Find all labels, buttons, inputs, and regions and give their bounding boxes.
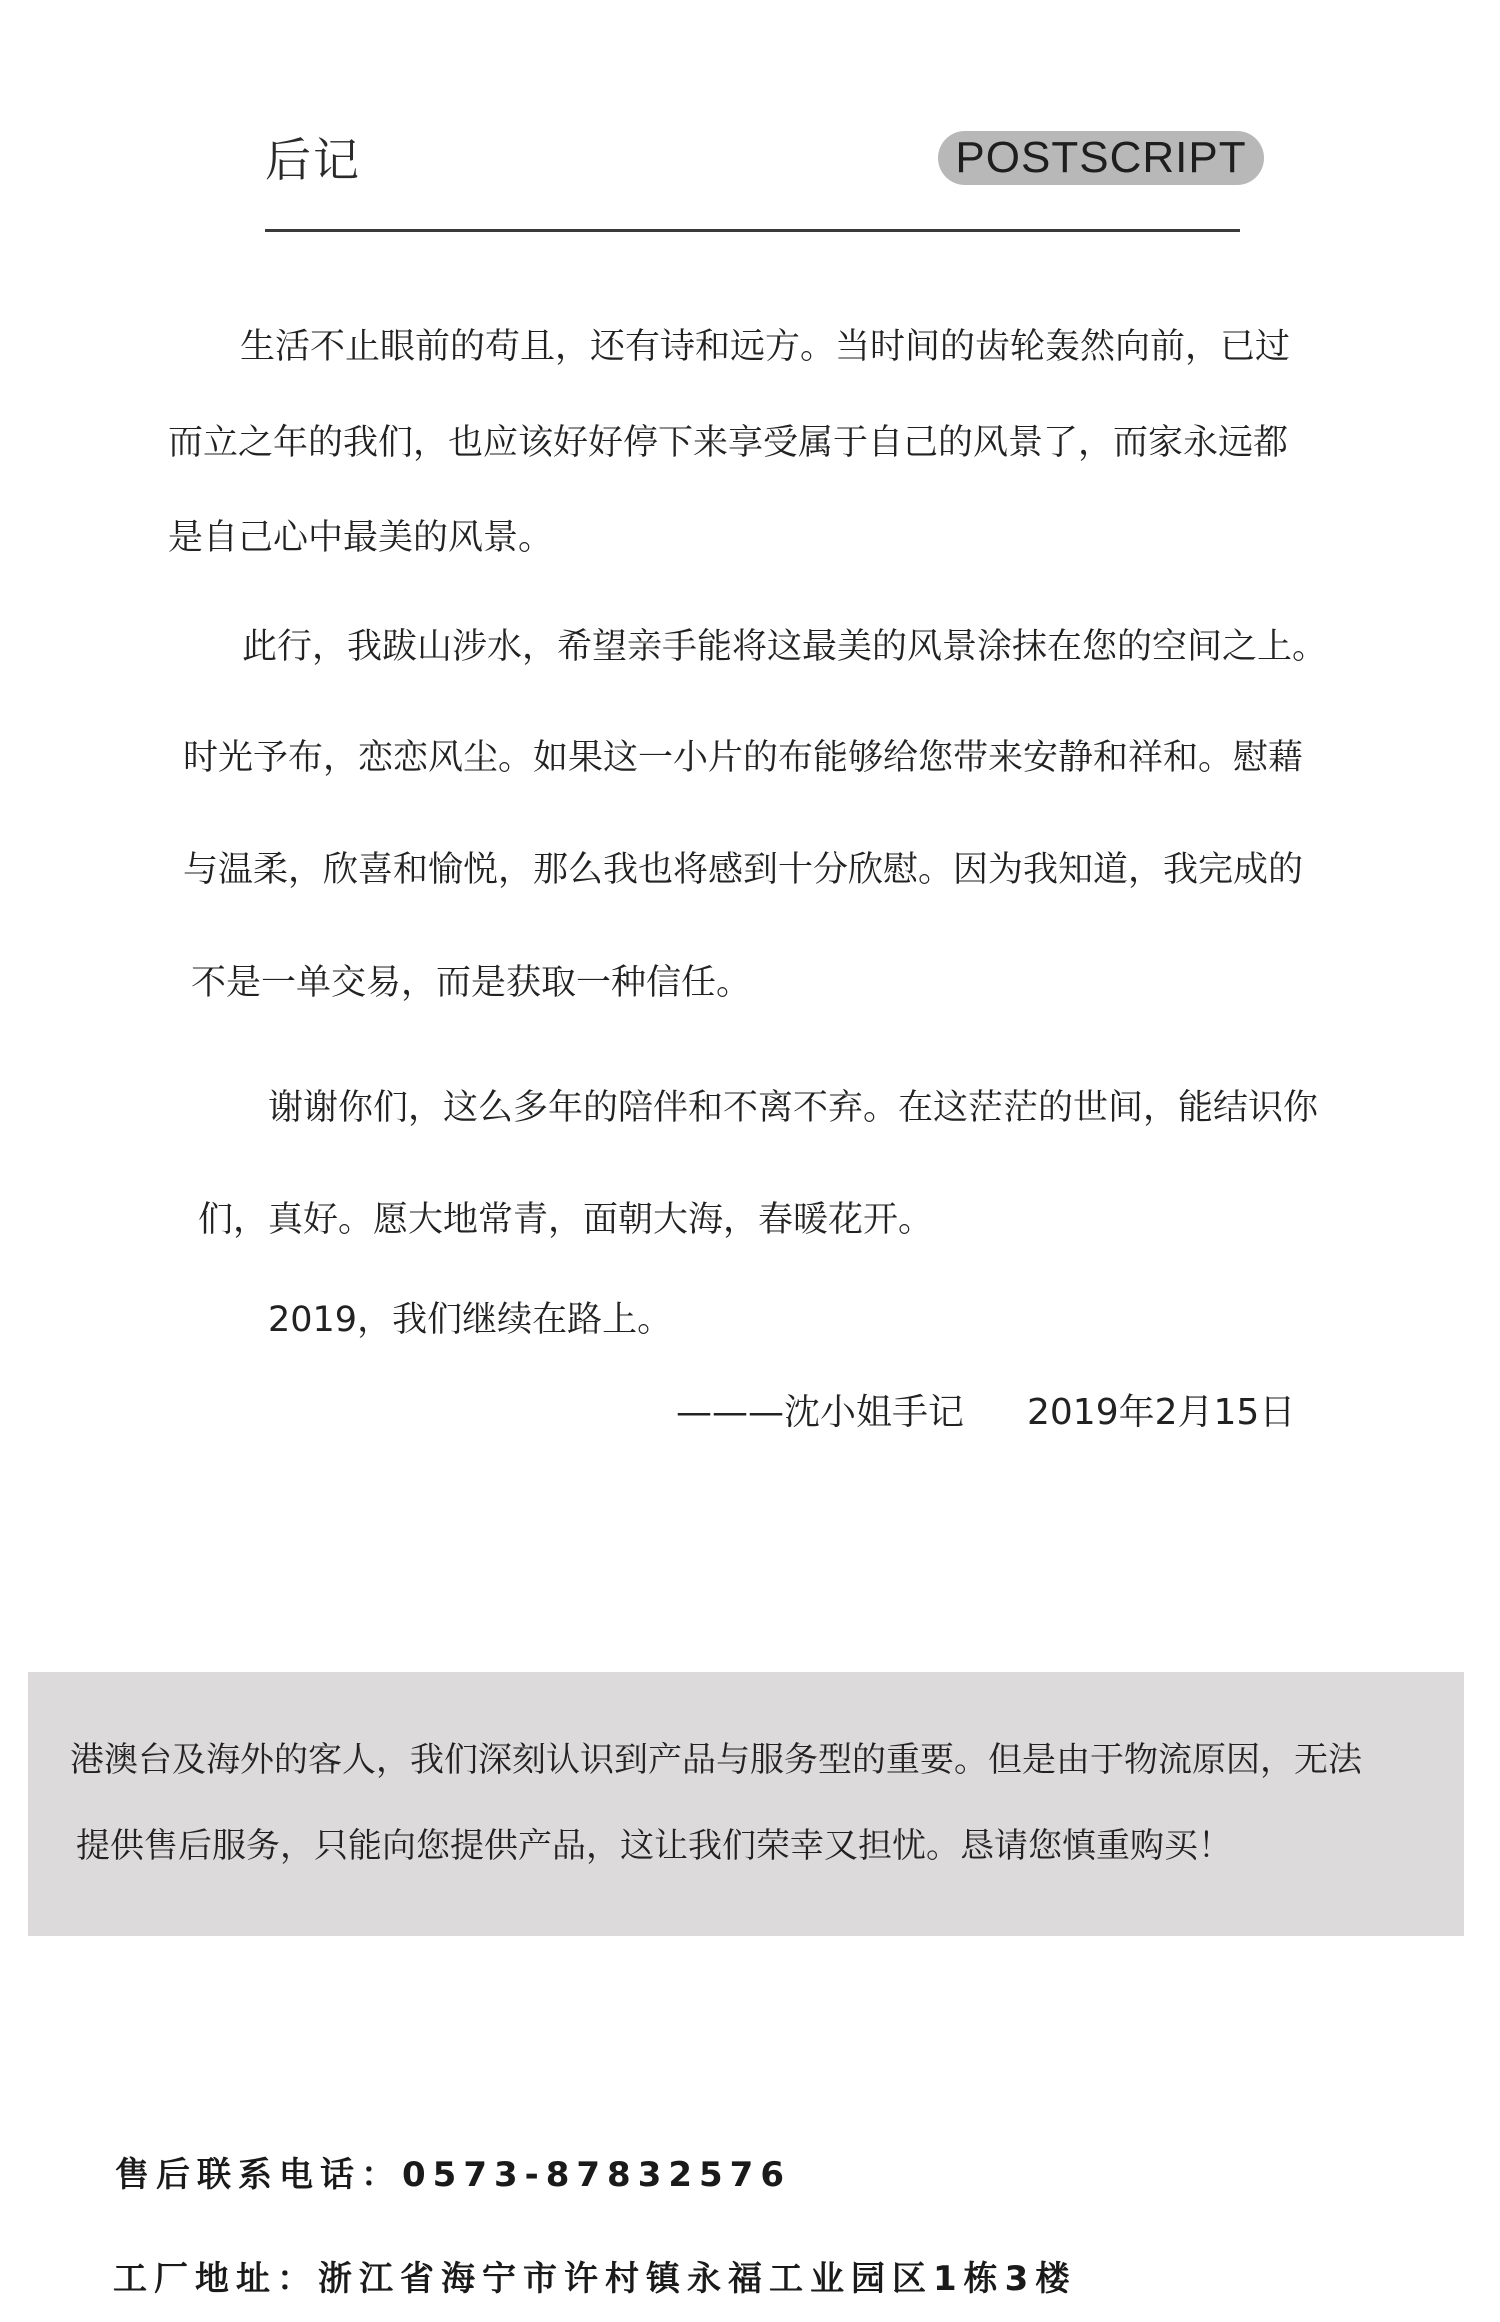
- signature-date: 2019年2月15日: [1027, 1392, 1296, 1433]
- body-line: 2019，我们继续在路上。: [268, 1300, 673, 1340]
- notice-line: 提供售后服务，只能向您提供产品，这让我们荣幸又担忧。恳请您慎重购买！: [76, 1826, 1232, 1866]
- body-line: 是自己心中最美的风景。: [168, 518, 554, 558]
- body-line: 谢谢你们，这么多年的陪伴和不离不弃。在这茫茫的世间，能结识你: [268, 1088, 1319, 1128]
- page-title: 后记: [265, 133, 361, 187]
- overseas-notice-box: [28, 1672, 1464, 1936]
- signature-author: ———沈小姐手记: [676, 1392, 965, 1433]
- notice-line: 港澳台及海外的客人，我们深刻认识到产品与服务型的重要。但是由于物流原因，无法: [70, 1740, 1362, 1780]
- body-line: 们，真好。愿大地常青，面朝大海，春暖花开。: [198, 1200, 934, 1240]
- body-line: 此行，我跋山涉水，希望亲手能将这最美的风景涂抹在您的空间之上。: [242, 627, 1328, 667]
- factory-address: 工厂地址：浙江省海宁市许村镇永福工业园区1栋3楼: [113, 2259, 1077, 2299]
- title-divider: [265, 229, 1240, 232]
- after-sales-phone: 售后联系电话：0573-87832576: [115, 2155, 791, 2195]
- postscript-badge: POSTSCRIPT: [938, 131, 1264, 185]
- body-line: 生活不止眼前的苟且，还有诗和远方。当时间的齿轮轰然向前，已过: [240, 327, 1291, 367]
- body-line: 而立之年的我们，也应该好好停下来享受属于自己的风景了，而家永远都: [168, 423, 1289, 463]
- body-line: 时光予布，恋恋风尘。如果这一小片的布能够给您带来安静和祥和。慰藉: [183, 738, 1304, 778]
- body-line: 与温柔，欣喜和愉悦，那么我也将感到十分欣慰。因为我知道，我完成的: [183, 850, 1304, 890]
- body-line: 不是一单交易，而是获取一种信任。: [191, 963, 752, 1003]
